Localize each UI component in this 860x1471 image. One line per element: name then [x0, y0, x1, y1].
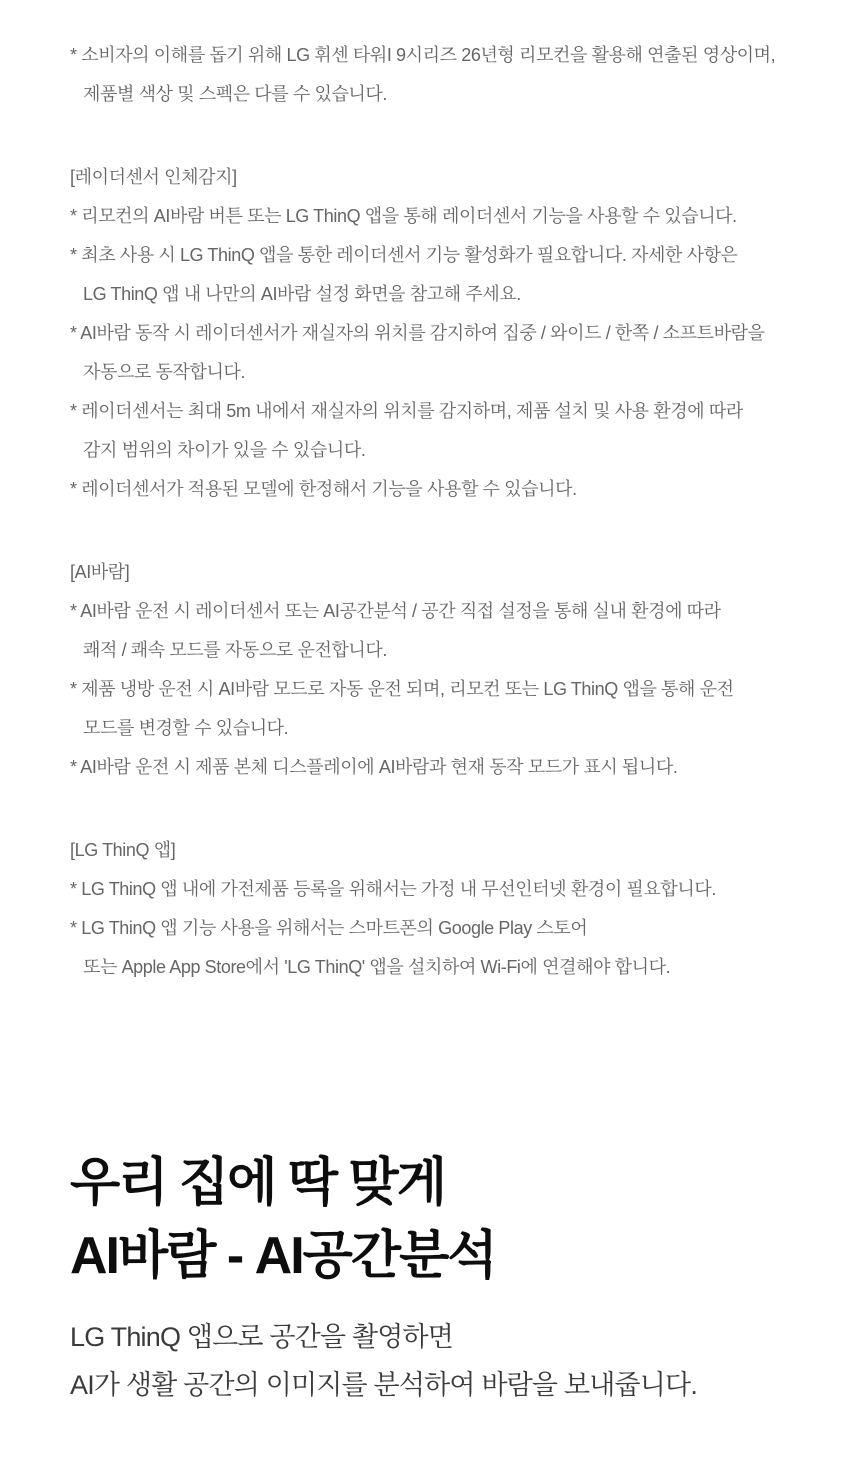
note-section-ai-wind — [70, 553, 820, 787]
hero-subtitle-line2: AI가 생활 공간의 이미지를 분석하여 바람을 보내줍니다. — [70, 1370, 698, 1400]
note-line: * AI바람 운전 시 레이더센서 또는 AI공간분석 / 공간 직접 설정을 통해 실내 환경에 따라 — [70, 601, 721, 621]
note-line: 쾌적 / 쾌속 모드를 자동으로 운전합니다. — [83, 640, 388, 660]
hero-subtitle — [70, 1313, 820, 1409]
hero-title-line1: 우리 집에 딱 맞게 — [70, 1154, 445, 1212]
hero-title-line2: AI바람 - AI공간분석 — [70, 1227, 496, 1285]
note-line: 자동으로 동작합니다. — [83, 362, 246, 382]
note-section-radar-sensor — [70, 158, 820, 509]
hero-subtitle-line1: LG ThinQ 앱으로 공간을 촬영하면 — [70, 1322, 454, 1352]
note-line: * 리모컨의 AI바람 버튼 또는 LG ThinQ 앱을 통해 레이더센서 기능을 사용할 수 있습니다. — [70, 206, 737, 226]
note-line: 제품별 색상 및 스펙은 다를 수 있습니다. — [83, 84, 388, 104]
note-line: * 레이더센서는 최대 5m 내에서 재실자의 위치를 감지하며, 제품 설치 및 사용 환경에 따라 — [70, 401, 743, 421]
note-line: * AI바람 운전 시 제품 본체 디스플레이에 AI바람과 현재 동작 모드가 표시 됩니다. — [70, 757, 678, 777]
note-section-video-disclaimer — [70, 36, 820, 114]
note-line: * 최초 사용 시 LG ThinQ 앱을 통한 레이더센서 기능 활성화가 필요합니다. 자세한 사항은 — [70, 245, 738, 265]
note-line: 모드를 변경할 수 있습니다. — [83, 718, 289, 738]
note-line: 감지 범위의 차이가 있을 수 있습니다. — [83, 440, 366, 460]
note-section-thinq-app — [70, 831, 820, 987]
note-line: LG ThinQ 앱 내 나만의 AI바람 설정 화면을 참고해 주세요. — [83, 284, 521, 304]
hero-section — [0, 1147, 860, 1409]
section-title: [LG ThinQ 앱] — [70, 840, 176, 860]
note-line: * AI바람 동작 시 레이더센서가 재실자의 위치를 감지하여 집중 / 와이드 / 한쪽 / 소프트바람을 — [70, 323, 765, 343]
section-title: [레이더센서 인체감지] — [70, 167, 237, 187]
note-line: * 레이더센서가 적용된 모델에 한정해서 기능을 사용할 수 있습니다. — [70, 479, 577, 499]
note-line: * 제품 냉방 운전 시 AI바람 모드로 자동 운전 되며, 리모컨 또는 LG ThinQ 앱을 통해 운전 — [70, 679, 734, 699]
note-line: * 소비자의 이해를 돕기 위해 LG 휘센 타워I 9시리즈 26년형 리모컨을 활용해 연출된 영상이며, — [70, 45, 776, 65]
hero-title — [70, 1147, 820, 1293]
note-line: * LG ThinQ 앱 내에 가전제품 등록을 위해서는 가정 내 무선인터넷 환경이 필요합니다. — [70, 879, 716, 899]
note-line: * LG ThinQ 앱 기능 사용을 위해서는 스마트폰의 Google Play 스토어 — [70, 918, 588, 938]
section-title: [AI바람] — [70, 562, 130, 582]
note-line: 또는 Apple App Store에서 'LG ThinQ' 앱을 설치하여 Wi-Fi에 연결해야 합니다. — [83, 957, 671, 977]
